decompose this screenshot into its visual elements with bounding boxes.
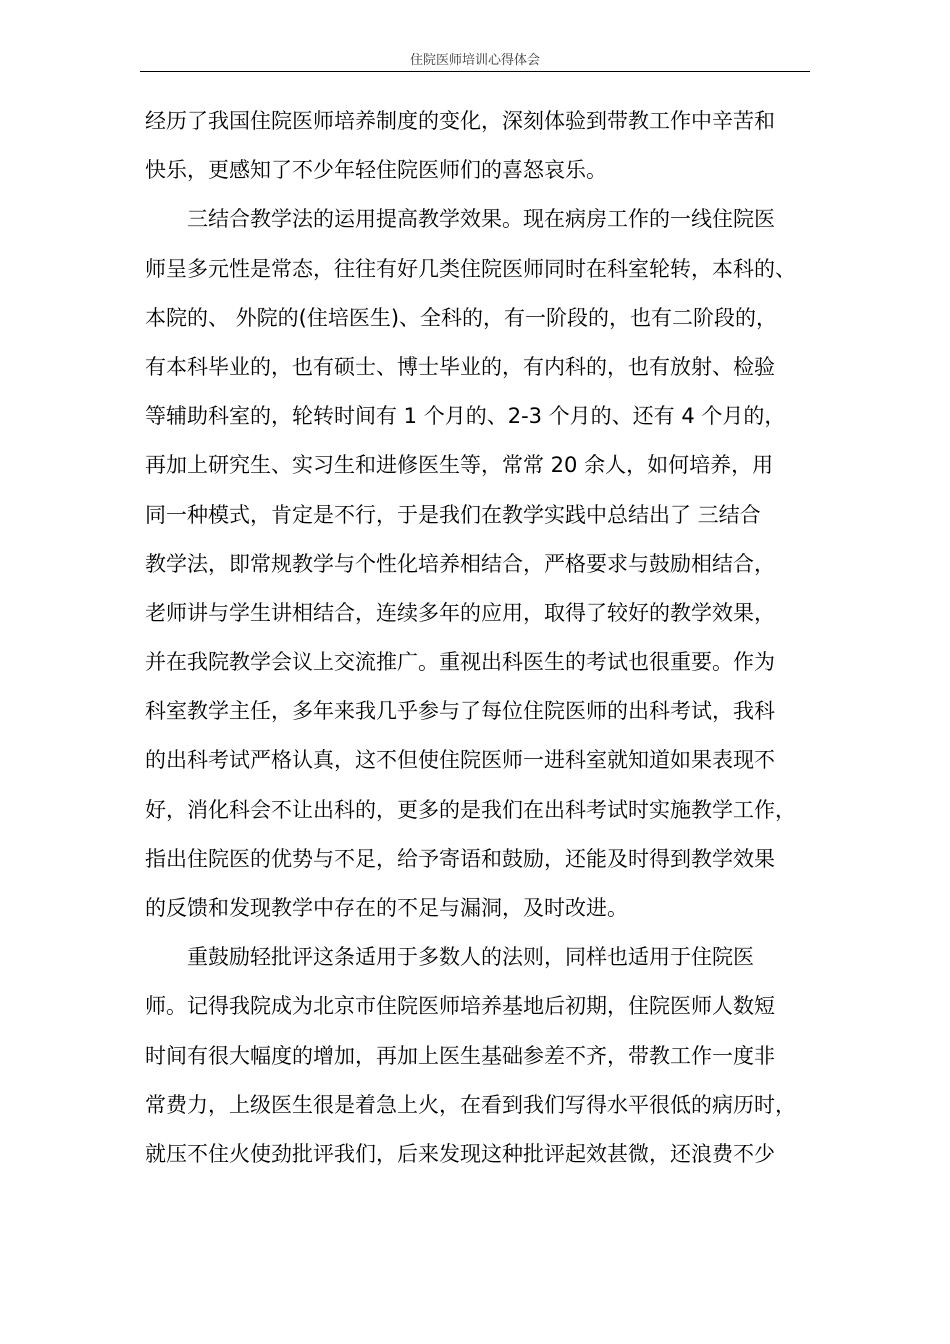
text-line: 指出住院医的优势与不足，给予寄语和鼓励，还能及时得到教学效果: [145, 846, 775, 871]
text-line: 科室教学主任，多年来我几乎参与了每位住院医师的出科考试，我科: [145, 699, 775, 724]
document-body: [145, 101, 810, 1183]
text-line: 好，消化科会不让出科的，更多的是我们在出科考试时实施教学工作，: [145, 797, 796, 822]
text-line: 就压不住火使劲批评我们，后来发现这种批评起效甚微，还浪费不少: [145, 1141, 775, 1166]
text-line: 的出科考试严格认真，这不但使住院医师一进科室就知道如果表现不: [145, 748, 775, 773]
text-line: 师。记得我院成为北京市住院医师培养基地后初期，住院医师人数短: [145, 994, 775, 1019]
paragraph-start-line: 重鼓励轻批评这条适用于多数人的法则，同样也适用于住院医: [187, 945, 754, 970]
text-line: 有本科毕业的，也有硕士、博士毕业的，有内科的，也有放射、检验: [145, 354, 775, 379]
text-line: 等辅助科室的，轮转时间有 1 个月的、2-3 个月的、还有 4 个月的，: [145, 404, 786, 429]
text-line: 并在我院教学会议上交流推广。重视出科医生的考试也很重要。作为: [145, 650, 775, 675]
text-line: 同一种模式，肯定是不行，于是我们在教学实践中总结出了 三结合: [145, 502, 761, 527]
text-line: 常费力，上级医生很是着急上火，在看到我们写得水平很低的病历时，: [145, 1092, 796, 1117]
text-line: 本院的、 外院的(住培医生)、全科的，有一阶段的，也有二阶段的，: [145, 305, 778, 330]
text-line: 经历了我国住院医师培养制度的变化，深刻体验到带教工作中辛苦和: [145, 109, 775, 133]
text-line: 快乐，更感知了不少年轻住院医师们的喜怒哀乐。: [145, 158, 607, 183]
text-line: 老师讲与学生讲相结合，连续多年的应用，取得了较好的教学效果，: [145, 600, 775, 625]
text-line: 教学法，即常规教学与个性化培养相结合，严格要求与鼓励相结合，: [145, 551, 775, 576]
header-rule: [140, 71, 810, 72]
text-line: 师呈多元性是常态，往往有好几类住院医师同时在科室轮转，本科的、: [145, 256, 796, 281]
running-header: 住院医师培训心得体会: [409, 53, 540, 68]
text-line: 再加上研究生、实习生和进修医生等，常常 20 余人，如何培养，用: [145, 453, 774, 478]
text-line: 时间有很大幅度的增加，再加上医生基础参差不齐，带教工作一度非: [145, 1043, 775, 1068]
paragraph-start-line: 三结合教学法的运用提高教学效果。现在病房工作的一线住院医: [187, 207, 775, 232]
text-line: 的反馈和发现教学中存在的不足与漏洞，及时改进。: [145, 896, 628, 920]
